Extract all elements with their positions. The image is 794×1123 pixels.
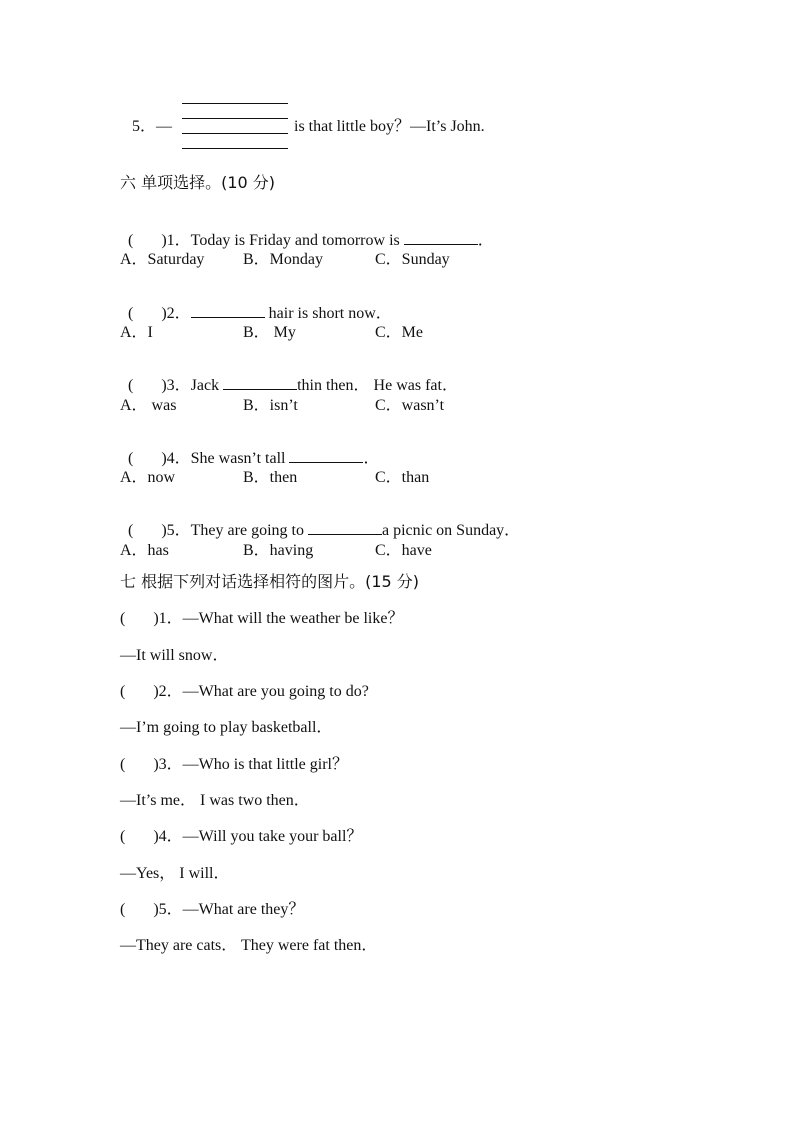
- s6-q3-option-c[interactable]: C．wasn’t: [375, 397, 445, 414]
- blank[interactable]: [404, 230, 478, 245]
- s7-answer-1: —It will snow．: [120, 647, 229, 664]
- s6-q4-option-a[interactable]: A．now: [120, 469, 176, 486]
- s7-answer-2: —I’m going to play basketball．: [120, 719, 333, 736]
- answer-line-4: [182, 148, 288, 149]
- answer-paren[interactable]: ( ): [128, 377, 167, 394]
- s6-question-5: ( )5．They are going to a picnic on Sunday．: [128, 522, 521, 539]
- answer-line-3: [182, 133, 288, 134]
- s6-question-2: ( )2． hair is short now．: [128, 305, 392, 322]
- answer-line-1: [182, 103, 288, 104]
- section-6-heading: 六 单项选择。(10 分): [120, 173, 276, 192]
- s6-q1-option-c[interactable]: C．Sunday: [375, 251, 450, 268]
- s6-q2-option-b[interactable]: B． My: [243, 324, 296, 341]
- blank[interactable]: [191, 303, 265, 318]
- answer-paren[interactable]: ( ): [128, 305, 167, 322]
- s7-question-3: ( )3．—Who is that little girl？: [120, 756, 348, 773]
- s6-q2-option-a[interactable]: A．I: [120, 324, 153, 341]
- blank[interactable]: [308, 520, 382, 535]
- answer-paren[interactable]: ( ): [120, 756, 159, 773]
- s6-q2-option-c[interactable]: C．Me: [375, 324, 424, 341]
- s6-question-3: ( )3．Jack thin then． He was fat．: [128, 377, 458, 394]
- s6-q5-option-b[interactable]: B．having: [243, 542, 314, 559]
- answer-line-2: [182, 118, 288, 119]
- s6-q3-option-a[interactable]: A． was: [120, 397, 177, 414]
- s6-q5-option-a[interactable]: A．has: [120, 542, 169, 559]
- s6-q1-option-b[interactable]: B．Monday: [243, 251, 324, 268]
- s6-q4-option-c[interactable]: C．than: [375, 469, 430, 486]
- blank[interactable]: [289, 448, 363, 463]
- s7-question-1: ( )1．—What will the weather be like？: [120, 610, 404, 627]
- answer-paren[interactable]: ( ): [120, 901, 159, 918]
- s7-question-2: ( )2．—What are you going to do?: [120, 683, 369, 700]
- section-7-heading: 七 根据下列对话选择相符的图片。(15 分): [120, 572, 420, 591]
- s7-answer-5: —They are cats． They were fat then．: [120, 937, 378, 954]
- s7-question-4: ( )4．—Will you take your ball？: [120, 828, 363, 845]
- s7-answer-3: —It’s me． I was two then．: [120, 792, 310, 809]
- s6-q1-option-a[interactable]: A．Saturday: [120, 251, 205, 268]
- q5-text: is that little boy？—It’s John.: [290, 118, 485, 135]
- s6-question-1: ( )1．Today is Friday and tomorrow is ．: [128, 232, 494, 249]
- s7-answer-4: —Yes， I will．: [120, 865, 230, 882]
- s6-q4-option-b[interactable]: B．then: [243, 469, 298, 486]
- answer-paren[interactable]: ( ): [128, 232, 167, 249]
- s6-q3-option-b[interactable]: B．isn’t: [243, 397, 298, 414]
- answer-paren[interactable]: ( ): [120, 828, 159, 845]
- s6-q5-option-c[interactable]: C．have: [375, 542, 432, 559]
- answer-paren[interactable]: ( ): [128, 450, 167, 467]
- answer-paren[interactable]: ( ): [120, 683, 159, 700]
- answer-paren[interactable]: ( ): [128, 522, 167, 539]
- s6-question-4: ( )4．She wasn’t tall ．: [128, 450, 380, 467]
- s7-question-5: ( )5．—What are they？: [120, 901, 305, 918]
- answer-paren[interactable]: ( ): [120, 610, 159, 627]
- blank[interactable]: [223, 375, 297, 390]
- q5-number: 5．—: [132, 118, 173, 135]
